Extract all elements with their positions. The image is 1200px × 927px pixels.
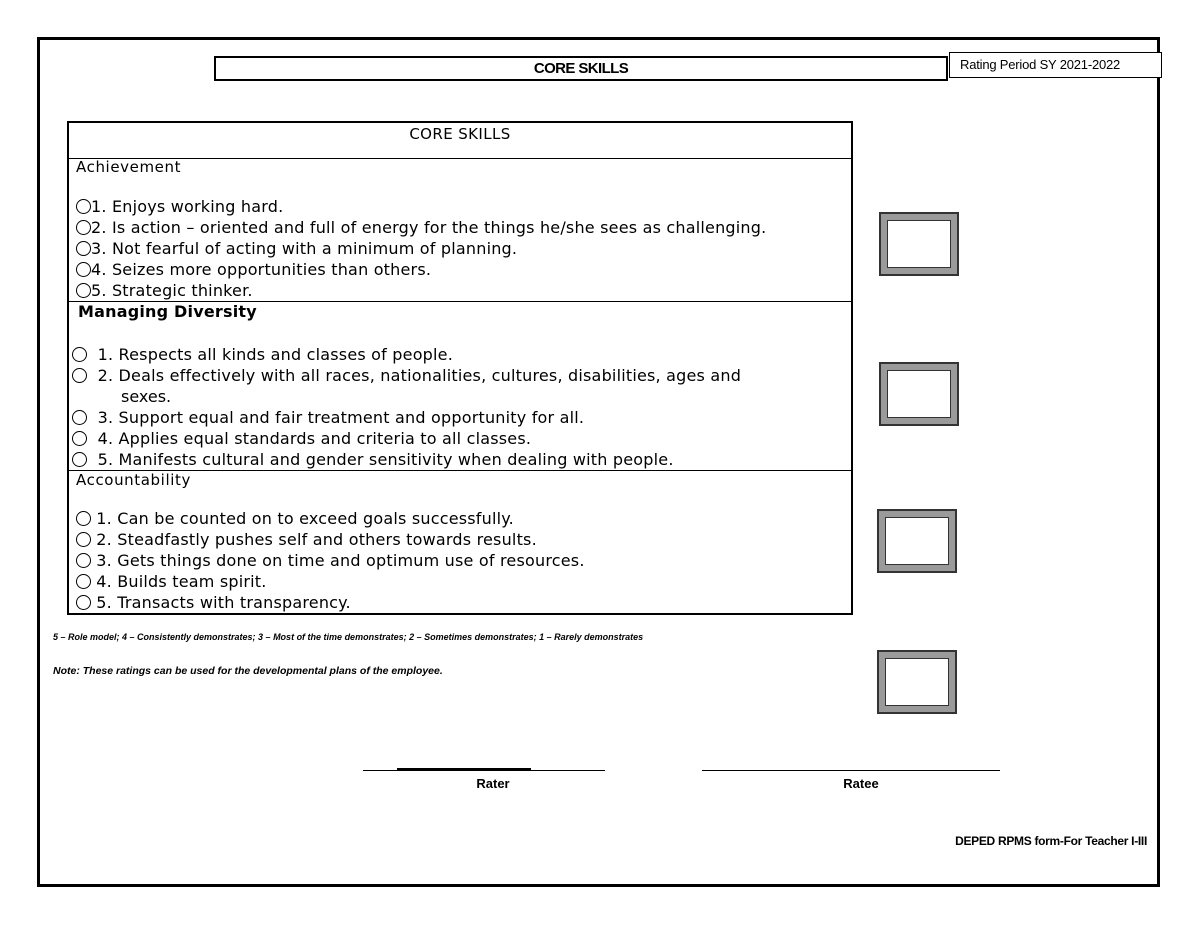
rater-signature-line[interactable] (363, 770, 605, 771)
radio-accountability-2[interactable] (76, 532, 91, 547)
section-title-managing-diversity: Managing Diversity (78, 302, 257, 321)
section-accountability (69, 470, 851, 615)
radio-diversity-5[interactable] (72, 452, 87, 467)
list-item: 4. Applies equal standards and criteria to all classes. (72, 429, 531, 448)
radio-diversity-1[interactable] (72, 347, 87, 362)
ratee-label: Ratee (843, 776, 879, 791)
list-item: 5. Strategic thinker. (76, 281, 253, 300)
list-item: 1. Enjoys working hard. (76, 197, 283, 216)
list-item: 4. Seizes more opportunities than others. (76, 260, 431, 279)
radio-accountability-3[interactable] (76, 553, 91, 568)
list-item: 3. Not fearful of acting with a minimum of planning. (76, 239, 517, 258)
radio-diversity-3[interactable] (72, 410, 87, 425)
list-item: 5. Transacts with transparency. (76, 593, 351, 612)
note: Note: These ratings can be used for the developmental plans of the employee. (53, 665, 443, 677)
rating-period: Rating Period SY 2021-2022 (949, 52, 1162, 78)
section-title-accountability: Accountability (76, 471, 191, 489)
core-skills-table (67, 121, 853, 615)
total-score-box[interactable] (877, 650, 957, 714)
list-item: 5. Manifests cultural and gender sensitivity when dealing with people. (72, 450, 674, 469)
rater-signature-mark (397, 768, 531, 770)
radio-achievement-2[interactable] (76, 220, 91, 235)
list-item: 2. Is action – oriented and full of energy for the things he/she sees as challenging. (76, 218, 766, 237)
radio-accountability-4[interactable] (76, 574, 91, 589)
accountability-score-box[interactable] (877, 509, 957, 573)
radio-achievement-1[interactable] (76, 199, 91, 214)
radio-accountability-5[interactable] (76, 595, 91, 610)
achievement-score-box[interactable] (879, 212, 959, 276)
page-title: CORE SKILLS (214, 56, 948, 81)
table-heading: CORE SKILLS (69, 123, 851, 159)
section-title-achievement: Achievement (76, 158, 182, 176)
ratee-signature-line[interactable] (702, 770, 1000, 771)
list-item: 4. Builds team spirit. (76, 572, 267, 591)
list-item: 3. Support equal and fair treatment and opportunity for all. (72, 408, 584, 427)
list-item-continuation: sexes. (121, 387, 172, 406)
form-footer: DEPED RPMS form-For Teacher I-III (955, 834, 1147, 848)
radio-diversity-4[interactable] (72, 431, 87, 446)
list-item: 3. Gets things done on time and optimum use of resources. (76, 551, 585, 570)
rater-label: Rater (476, 776, 510, 791)
list-item: 2. Deals effectively with all races, nationalities, cultures, disabilities, ages and (72, 366, 741, 385)
section-managing-diversity (69, 301, 851, 471)
radio-achievement-5[interactable] (76, 283, 91, 298)
list-item: 2. Steadfastly pushes self and others towards results. (76, 530, 537, 549)
list-item: 1. Can be counted on to exceed goals successfully. (76, 509, 514, 528)
radio-achievement-4[interactable] (76, 262, 91, 277)
rating-legend: 5 – Role model; 4 – Consistently demonstrates; 3 – Most of the time demonstrates; 2 – Sometimes demonstrates; 1 – Rarely demonstrates (53, 632, 644, 642)
list-item: 1. Respects all kinds and classes of people. (72, 345, 453, 364)
radio-diversity-2[interactable] (72, 368, 87, 383)
section-achievement (69, 158, 851, 302)
radio-achievement-3[interactable] (76, 241, 91, 256)
managing-diversity-score-box[interactable] (879, 362, 959, 426)
radio-accountability-1[interactable] (76, 511, 91, 526)
